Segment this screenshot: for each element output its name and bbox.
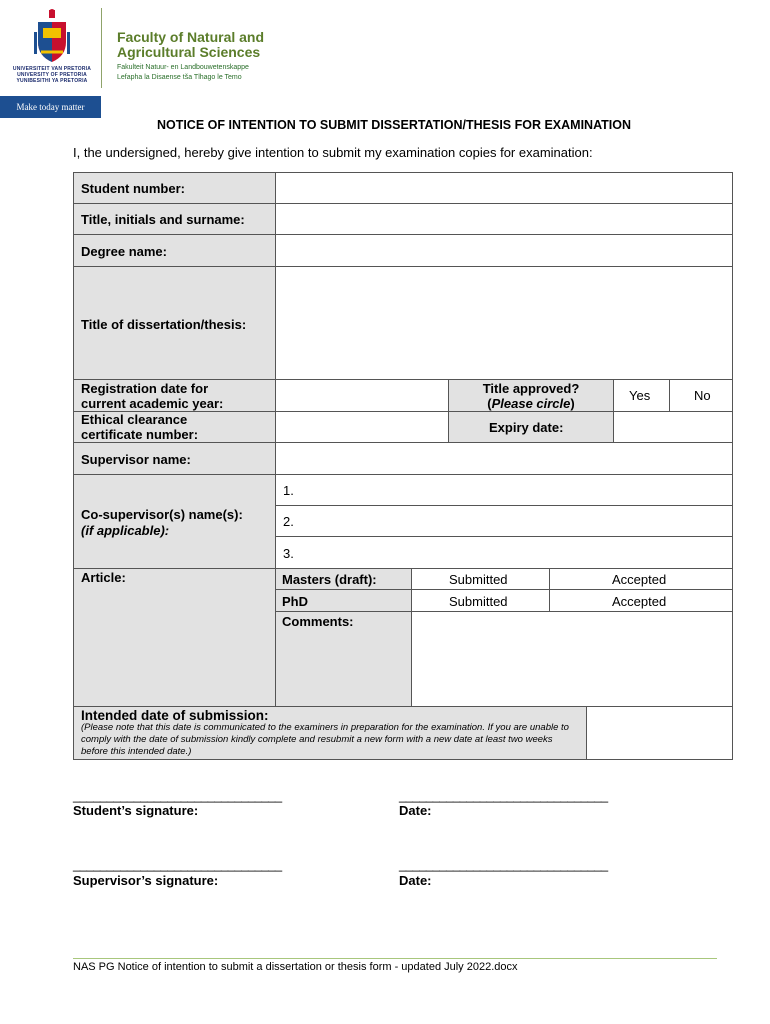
degree-label: Degree name: [81, 244, 167, 259]
registration-date-field[interactable] [275, 379, 449, 412]
expiry-label-cell [448, 411, 614, 443]
title-approved-label: Title approved? [482, 381, 580, 396]
if-applicable-label: (if applicable): [81, 523, 170, 538]
ethical-label-cell [73, 411, 276, 443]
cosupervisor-label-cell [73, 474, 276, 569]
intro-statement: I, the undersigned, hereby give intention to submit my examination copies for examination: [73, 145, 593, 160]
header-divider [101, 8, 102, 88]
registration-label-cell [73, 379, 276, 412]
registration-label-line1: Registration date for [81, 381, 209, 396]
student-number-label-cell [73, 172, 276, 204]
cosupervisor-field-3[interactable] [275, 536, 733, 569]
phd-accepted-label: Accepted [612, 594, 667, 609]
faculty-afrikaans: Fakulteit Natuur- en Landbouwetenskappe [117, 64, 249, 71]
comments-field[interactable] [411, 611, 733, 707]
masters-accepted-option[interactable] [549, 568, 733, 590]
university-names [12, 66, 92, 84]
phd-label: PhD [282, 594, 308, 609]
cosupervisor-number-2: 2. [283, 514, 294, 529]
please-circle-text: Please circle [491, 396, 571, 411]
please-circle-open: ( [487, 396, 492, 411]
supervisor-signature-line[interactable]: _______________________________ [73, 857, 282, 872]
intended-date-note: (Please note that this date is communicated to the examiners in preparation for the examination. If you are unable to comply with the date of submission kindly complete and resubmit a new form with a new date at least two weeks before this intended date.) [81, 722, 569, 757]
letterhead [0, 0, 770, 120]
tagline-banner: Make today matter [0, 96, 101, 118]
no-option[interactable] [669, 379, 733, 412]
cosupervisor-number-3: 3. [283, 546, 294, 561]
name-field[interactable] [275, 203, 733, 235]
comments-label-cell [275, 611, 412, 707]
cosupervisor-field-1[interactable] [275, 474, 733, 506]
intended-date-label-cell [73, 706, 587, 760]
ethical-label-line2: certificate number: [81, 427, 199, 442]
please-circle-label [449, 396, 613, 411]
phd-accepted-option[interactable] [549, 589, 733, 612]
thesis-title-label-cell [73, 266, 276, 380]
supervisor-date-label: Date: [399, 873, 432, 888]
footer-rule [73, 958, 717, 959]
comments-label: Comments: [282, 614, 354, 629]
cosupervisor-label: Co-supervisor(s) name(s): [81, 507, 243, 522]
intended-date-field[interactable] [586, 706, 733, 760]
supervisor-label: Supervisor name: [81, 452, 191, 467]
faculty-sesotho: Lefapha la Disaense tša Tlhago le Temo [117, 74, 242, 81]
degree-field[interactable] [275, 234, 733, 267]
phd-submitted-option[interactable] [411, 589, 550, 612]
expiry-date-field[interactable] [613, 411, 733, 443]
yes-label: Yes [629, 388, 651, 403]
student-signature-label: Student’s signature: [73, 803, 199, 818]
please-circle-close: ) [570, 396, 575, 411]
university-name-afrikaans: UNIVERSITEIT VAN PRETORIA [12, 66, 92, 72]
university-name-sesotho: YUNIBESITHI YA PRETORIA [16, 78, 88, 84]
faculty-title: Faculty of Natural and Agricultural Sciences [117, 29, 265, 60]
student-signature-line[interactable]: _______________________________ [73, 788, 282, 803]
expiry-label: Expiry date: [489, 420, 564, 435]
supervisor-signature-label: Supervisor’s signature: [73, 873, 219, 888]
notice-form [73, 172, 733, 760]
name-label: Title, initials and surname: [81, 212, 245, 227]
masters-submitted-label: Submitted [449, 572, 508, 587]
page-title: NOTICE OF INTENTION TO SUBMIT DISSERTATION/THESIS FOR EXAMINATION [156, 118, 632, 132]
student-date-label: Date: [399, 803, 432, 818]
ethical-label-line1: Ethical clearance [81, 412, 188, 427]
cosupervisor-number-1: 1. [283, 483, 294, 498]
student-number-field[interactable] [275, 172, 733, 204]
thesis-title-field[interactable] [275, 266, 733, 380]
masters-accepted-label: Accepted [612, 572, 667, 587]
thesis-title-label: Title of dissertation/thesis: [81, 317, 247, 332]
masters-submitted-option[interactable] [411, 568, 550, 590]
ethical-number-field[interactable] [275, 411, 449, 443]
article-label-cell [73, 568, 276, 707]
masters-label-cell [275, 568, 412, 590]
student-date-line[interactable]: _______________________________ [399, 788, 608, 803]
supervisor-date-line[interactable]: _______________________________ [399, 857, 608, 872]
phd-submitted-label: Submitted [449, 594, 508, 609]
article-label: Article: [81, 570, 126, 585]
intended-date-label: Intended date of submission: [81, 708, 269, 723]
name-label-cell [73, 203, 276, 235]
title-approved-label-cell [448, 379, 614, 412]
degree-label-cell [73, 234, 276, 267]
supervisor-label-cell [73, 442, 276, 475]
yes-option[interactable] [613, 379, 670, 412]
phd-label-cell [275, 589, 412, 612]
student-number-label: Student number: [81, 181, 185, 196]
no-label: No [694, 388, 711, 403]
supervisor-field[interactable] [275, 442, 733, 475]
cosupervisor-field-2[interactable] [275, 505, 733, 537]
university-crest-icon [30, 8, 74, 66]
university-name-english: UNIVERSITY OF PRETORIA [17, 72, 87, 78]
footer-filename: NAS PG Notice of intention to submit a dissertation or thesis form - updated July 2022.docx [73, 961, 518, 973]
registration-label-line2: current academic year: [81, 396, 224, 411]
masters-label: Masters (draft): [282, 572, 377, 587]
